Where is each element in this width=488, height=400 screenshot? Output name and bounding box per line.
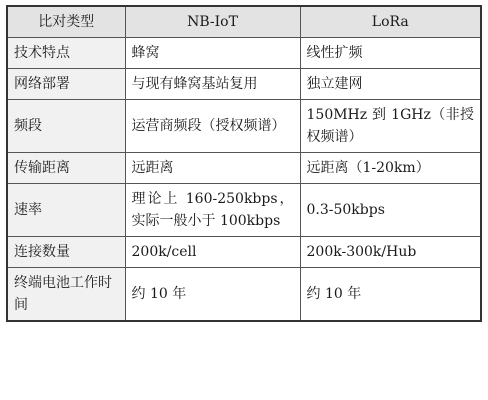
row-label: 连接数量	[7, 237, 125, 268]
table-row-network-deployment	[7, 69, 481, 100]
lora-cell: 约 10 年	[300, 268, 481, 322]
nbiot-lora-comparison-table	[6, 5, 482, 322]
table-row-transmission-distance	[7, 153, 481, 184]
table-header-row	[7, 6, 481, 38]
table-row-connection-count	[7, 237, 481, 268]
row-label: 网络部署	[7, 69, 125, 100]
lora-cell: 0.3-50kbps	[300, 184, 481, 237]
row-label: 终端电池工作时间	[7, 268, 125, 322]
nbiot-cell: 远距离	[125, 153, 300, 184]
comparison-table-container	[6, 5, 480, 322]
row-label: 频段	[7, 100, 125, 153]
table-row-frequency-band	[7, 100, 481, 153]
lora-cell: 200k-300k/Hub	[300, 237, 481, 268]
row-label: 速率	[7, 184, 125, 237]
nbiot-cell: 蜂窝	[125, 38, 300, 69]
lora-cell: 远距离（1-20km）	[300, 153, 481, 184]
header-lora: LoRa	[300, 6, 481, 38]
table-row-data-rate	[7, 184, 481, 237]
lora-cell: 独立建网	[300, 69, 481, 100]
nbiot-cell: 运营商频段（授权频谱）	[125, 100, 300, 153]
nbiot-cell: 约 10 年	[125, 268, 300, 322]
lora-cell: 150MHz 到 1GHz（非授权频谱）	[300, 100, 481, 153]
nbiot-cell: 与现有蜂窝基站复用	[125, 69, 300, 100]
table-row-battery-life	[7, 268, 481, 322]
row-label: 传输距离	[7, 153, 125, 184]
nbiot-cell: 200k/cell	[125, 237, 300, 268]
row-label: 技术特点	[7, 38, 125, 69]
nbiot-cell: 理论上 160-250kbps，实际一般小于 100kbps	[125, 184, 300, 237]
header-nbiot: NB-IoT	[125, 6, 300, 38]
header-comparison-type: 比对类型	[7, 6, 125, 38]
lora-cell: 线性扩频	[300, 38, 481, 69]
table-row-tech-features	[7, 38, 481, 69]
